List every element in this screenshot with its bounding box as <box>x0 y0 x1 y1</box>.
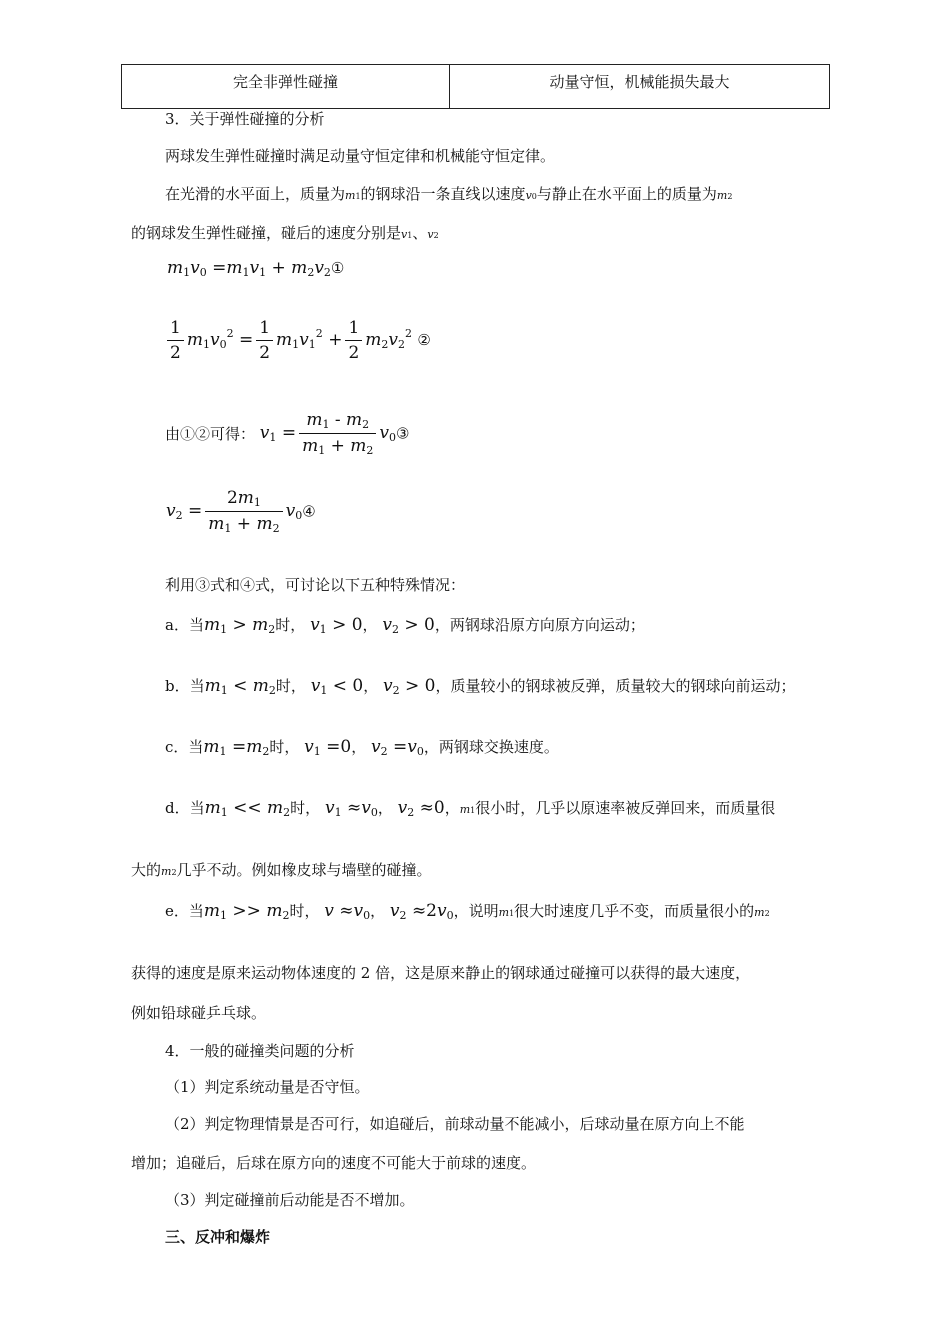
section-4-item-2-cont: 增加；追碰后，后球在原方向的速度不可能大于前球的速度。 <box>131 1154 537 1172</box>
equation-tag-4: ④ <box>302 502 316 521</box>
case-d: d．当$m_1 << m_2$时， $v_1 \approx v_0$， $v_2 \approx 0$，m1很小时，几乎以原速率被反弹回来，而质量很 <box>165 798 776 819</box>
table-row <box>122 65 830 109</box>
cases-intro: 利用③式和④式，可讨论以下五种特殊情况： <box>165 576 466 594</box>
paragraph-elastic-laws: 两球发生弹性碰撞时满足动量守恒定律和机械能守恒定律。 <box>165 147 556 165</box>
section-4-heading: 4．一般的碰撞类问题的分析 <box>165 1042 355 1060</box>
section-4-item-2: （2）判定物理情景是否可行，如追碰后，前球动量不能减小，后球动量在原方向上不能 <box>165 1115 745 1133</box>
equation-tag-2: ② <box>417 331 431 349</box>
case-b: b．当$m_1 < m_2$时， $v_1 < 0$， $v_2 > 0$，质量较小的钢球被反弹，质量较大的钢球向前运动； <box>165 676 796 697</box>
equation-v1: 由①②可得： $v_1$ = $\frac{m_1 - m_2}{m_1 + m_2}$ $v_0③$ <box>165 410 410 457</box>
case-d-line2: 大的m2几乎不动。例如橡皮球与墙壁的碰撞。 <box>131 861 432 879</box>
paragraph-setup-line1: 在光滑的水平面上，质量为m1的钢球沿一条直线以速度v0与静止在水平面上的质量为m2 <box>165 185 733 203</box>
case-e: e．当$m_1 >> m_2$时， $v \approx v_0$， $v_2 \approx 2v_0$，说明m1很大时速度几乎不变，而质量很小的m2 <box>165 901 770 922</box>
section-4-item-1: （1）判定系统动量是否守恒。 <box>165 1078 370 1096</box>
equation-tag-1: ① <box>330 259 345 277</box>
case-e-line2: 获得的速度是原来运动物体速度的 2 倍，这是原来静止的钢球通过碰撞可以获得的最大速度， <box>131 964 751 982</box>
table-cell-description: 动量守恒，机械能损失最大 <box>450 65 830 109</box>
case-c: c．当$m_1 =m_2$时， $v_1 =0$， $v_2 =v_0$，两钢球交换速度。 <box>165 737 559 758</box>
section-title-recoil: 三、反冲和爆炸 <box>165 1228 271 1246</box>
section-4-item-3: （3）判定碰撞前后动能是否不增加。 <box>165 1191 415 1209</box>
equation-tag-3: ③ <box>395 424 410 443</box>
equation-energy: $\frac{1}{2}$ $m_1v_0^2$ = $\frac{1}{2}$ $m_1v_1^2$ + $\frac{1}{2}$ $m_2v_2^2$ ② <box>164 318 431 363</box>
equation-v2: $v_2$ = $\frac{2m_1}{m_1 + m_2}$ $v_0④$ <box>166 488 316 535</box>
paragraph-setup-line2: 的钢球发生弹性碰撞，碰后的速度分别是v1、v2 <box>131 224 439 242</box>
equation-momentum: $m_1v_0 =m_1v_1$ + $m_2v_2①$ <box>167 258 345 279</box>
table-cell-collision-type: 完全非弹性碰撞 <box>122 65 450 109</box>
case-a: a．当$m_1 > m_2$时， $v_1 > 0$， $v_2 > 0$，两钢球沿原方向原方向运动； <box>165 615 645 636</box>
summary-table <box>121 64 830 109</box>
section-3-heading: 3．关于弹性碰撞的分析 <box>165 110 325 128</box>
case-e-line3: 例如铅球碰乒乓球。 <box>131 1004 267 1022</box>
